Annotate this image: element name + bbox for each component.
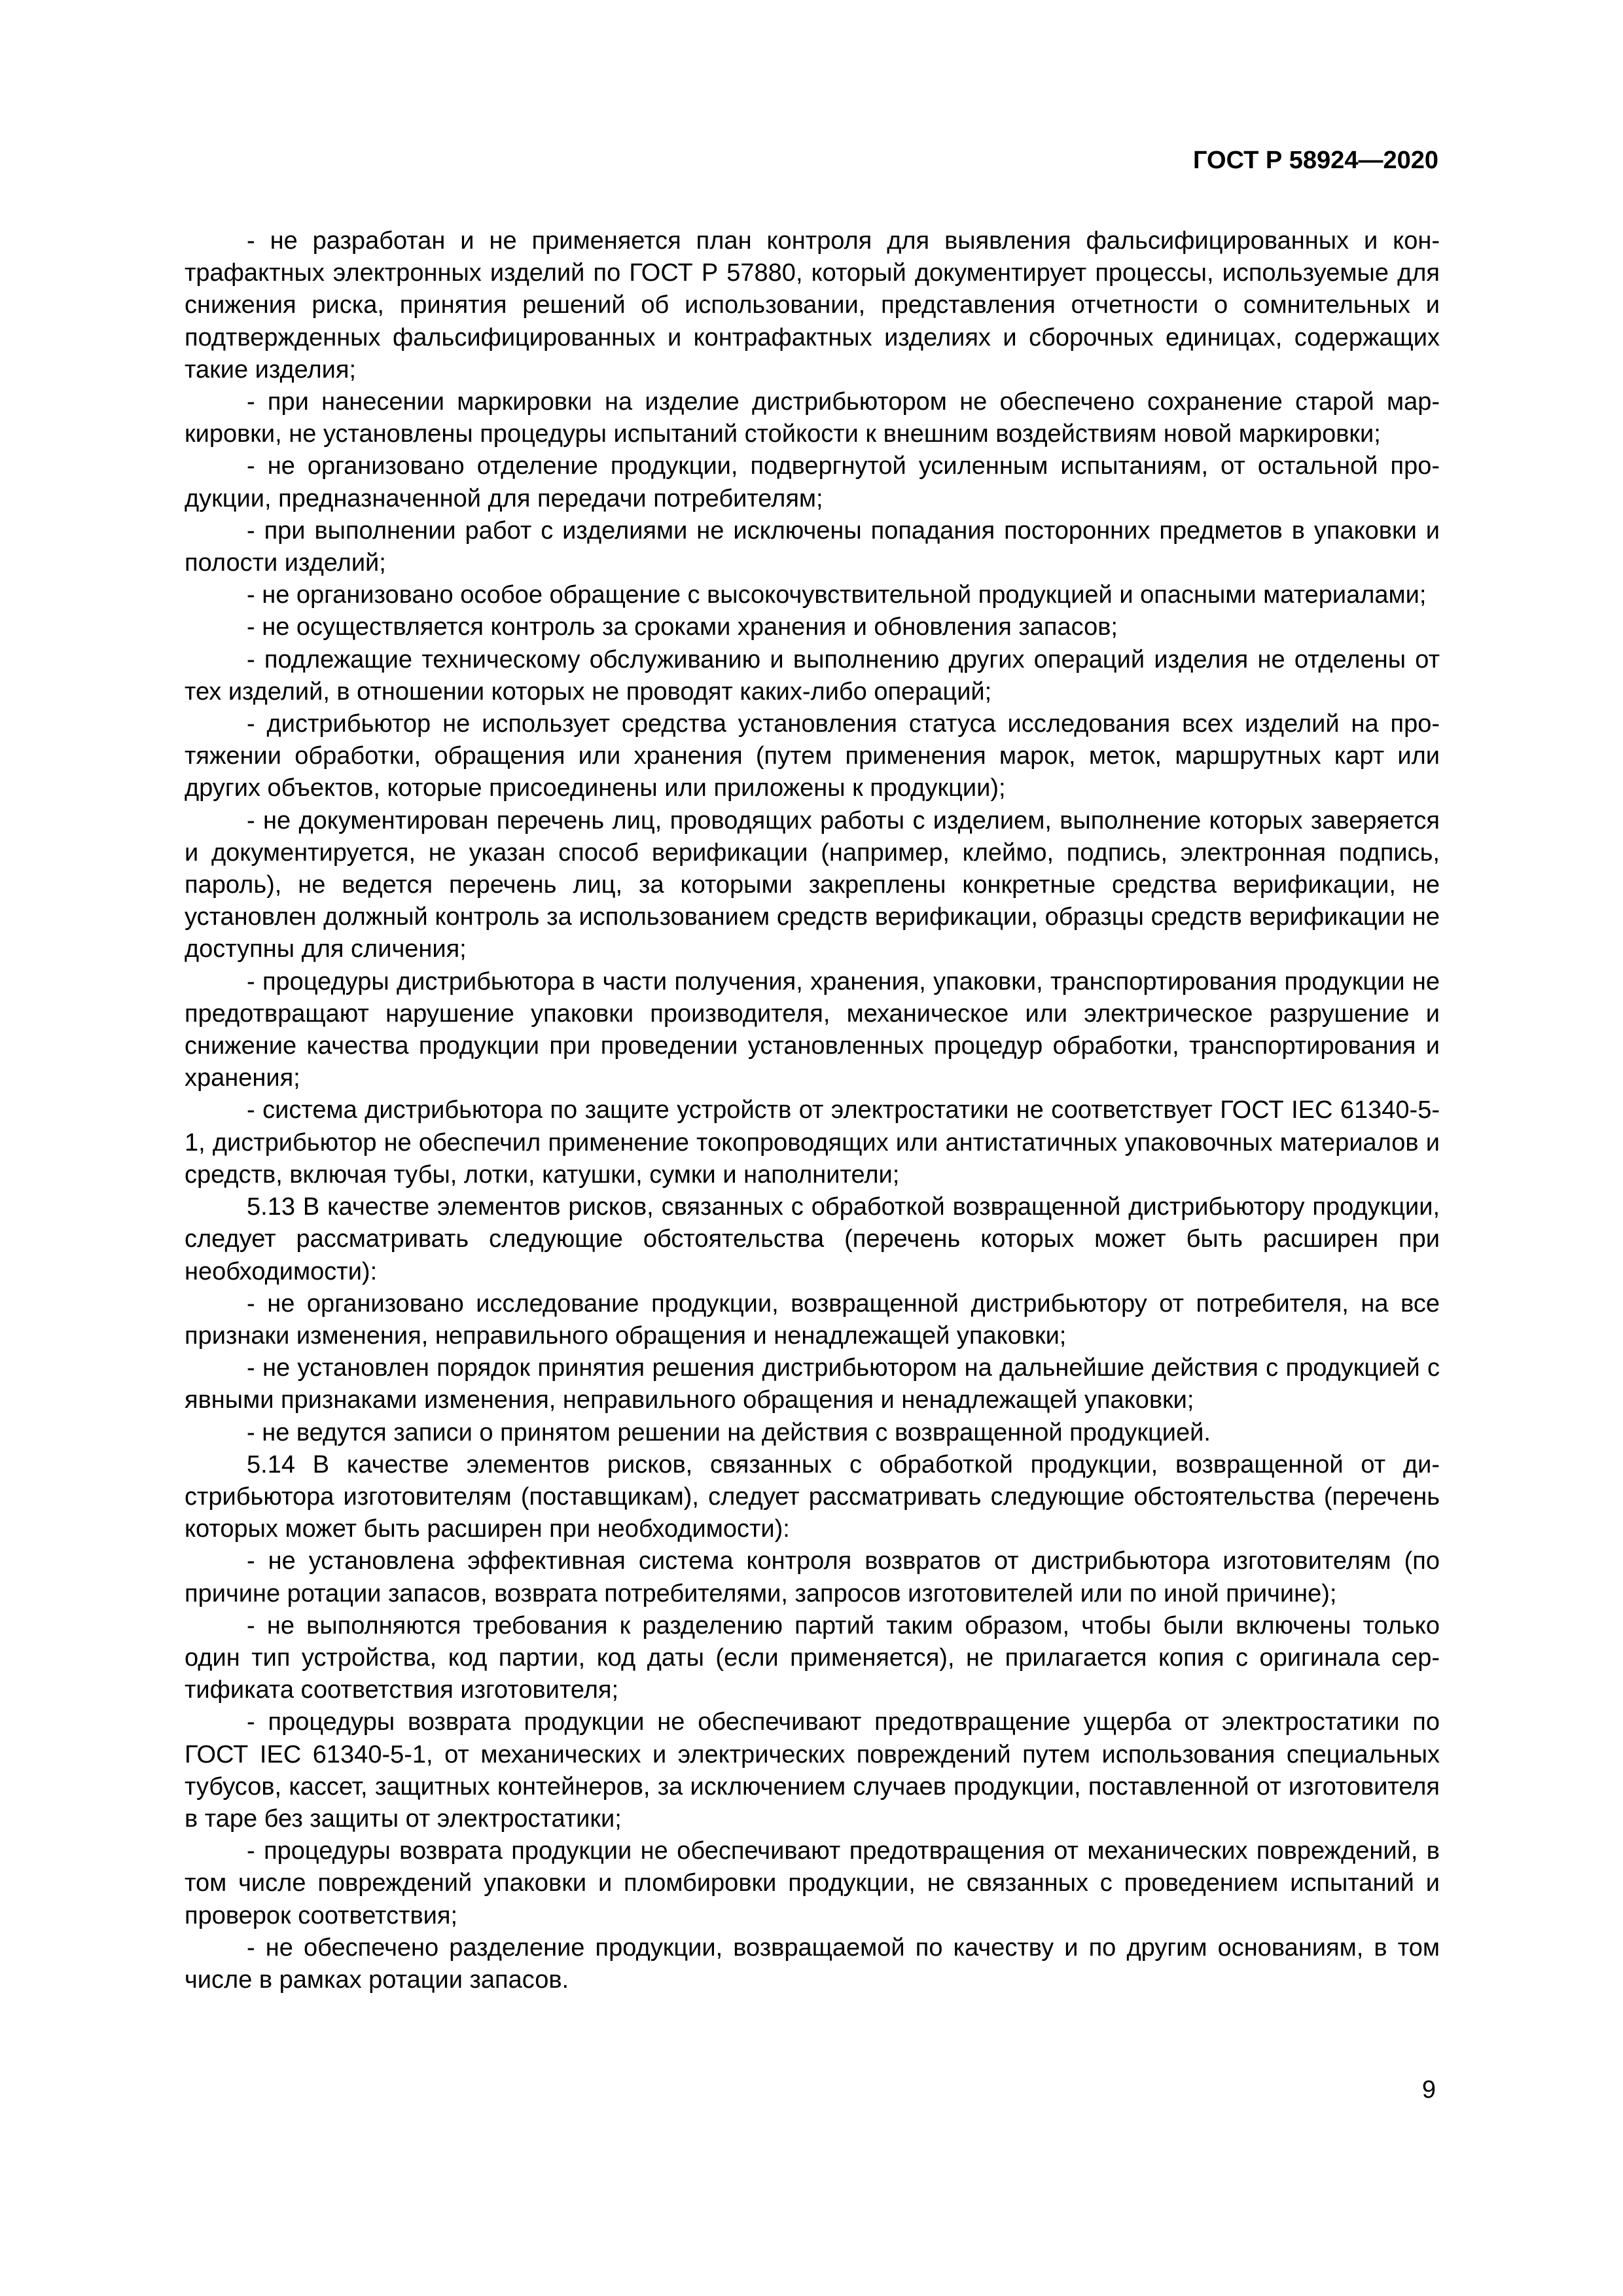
document-body [185, 225, 1440, 1996]
list-item: - подлежащие техническому обслуживанию и выполнению других операций изделия не отделены от тех изделий, в отношении которых не проводят каких-либо операций; [185, 645, 1440, 706]
list-item: - при нанесении маркировки на изделие дистрибьютором не обеспечено сохранение старой маркировки, не установлены процедуры испытаний стойкости к внешним воздействиям новой маркировки; [185, 388, 1440, 448]
section-5-14-paragraph: 5.14 В качестве элементов рисков, связанных с обработкой продукции, возвращенной от дистрибьютора изготовителям (поставщикам), следует рассматривать следующие обстоятельства (перечень которых может быть расширен при необходимости): [185, 1450, 1440, 1543]
document-standard-id: ГОСТ Р 58924—2020 [1193, 147, 1438, 174]
list-item: - дистрибьютор не использует средства установления статуса исследования всех изделий на протяжении обработки, обращения или хранения (путем применения марок, меток, маршрутных карт или других объектов, которые присоединены или приложены к продукции); [185, 710, 1440, 802]
list-item: - не ведутся записи о принятом решении на действия с возвращенной продукцией. [247, 1418, 1211, 1446]
list-item: - процедуры дистрибьютора в части получения, хранения, упаковки, транспортирования продукции не предотвращают нарушение упаковки производителя, механическое или электрическое разрушение и снижение качества продукции при проведении установленных процедур обработки, транспортирования и хранения; [185, 967, 1440, 1092]
list-item: - не выполняются требования к разделению партий таким образом, чтобы были включены только один тип устройства, код партии, код даты (если применяется), не прилагается копия с оригинала сертификата соответствия изготовителя; [185, 1611, 1440, 1704]
list-item: - не установлен порядок принятия решения дистрибьютором на дальнейшие действия с продукцией с явными признаками изменения, неправильного обращения и ненадлежащей упаковки; [185, 1354, 1440, 1414]
list-item: - не документирован перечень лиц, проводящих работы с изделием, выполнение которых заверяется и документируется, не указан способ верификации (например, клеймо, подпись, электронная подпись, пароль), не ведется перечень лиц, за которыми закреплены конкретные средства верификации, не установлен должный контроль за использованием средств верификации, образцы средств верификации не доступны для сличения; [185, 806, 1440, 963]
list-item: - не организовано исследование продукции, возвращенной дистрибьютору от потребителя, на все признаки изменения, неправильного обращения и ненадлежащей упаковки; [185, 1289, 1440, 1350]
section-5-13-paragraph: 5.13 В качестве элементов рисков, связанных с обработкой возвращенной дистрибьютору продукции, следует рассматривать следующие обстоятельства (перечень которых может быть расширен при необходимости): [185, 1193, 1440, 1285]
list-item: - не разработан и не применяется план контроля для выявления фальсифицированных и контрафактных электронных изделий по ГОСТ Р 57880, который документирует процессы, используемые для снижения риска, принятия решений об использовании, представления отчетности о сомнительных и подтвержденных фальсифицированных и контрафактных изделиях и сборочных единицах, содержащих такие изделия; [185, 227, 1440, 384]
list-item: - при выполнении работ с изделиями не исключены попадания посторонних предметов в упаковки и полости изделий; [185, 516, 1440, 577]
list-item: - процедуры возврата продукции не обеспечивают предотвращение ущерба от электростатики по ГОСТ IEC 61340-5-1, от механических и электрических повреждений путем использования специальных тубусов, кассет, защитных контейнеров, за исключением случаев продукции, поставленной от изготовителя в таре без защиты от электростатики; [185, 1708, 1440, 1833]
list-item: - не организовано отделение продукции, подвергнутой усиленным испытаниям, от остальной продукции, предназначенной для передачи потребителям; [185, 452, 1440, 512]
list-item: - не организовано особое обращение с высокочувствительной продукцией и опасными материалами; [247, 581, 1427, 609]
list-item: - процедуры возврата продукции не обеспечивают предотвращения от механических повреждений, в том числе повреждений упаковки и пломбировки продукции, не связанных с проведением испытаний и проверок соответствия; [185, 1837, 1440, 1929]
list-item: - не осуществляется контроль за сроками хранения и обновления запасов; [247, 613, 1118, 641]
page-number: 9 [1421, 2076, 1436, 2104]
list-item: - не установлена эффективная система контроля возвратов от дистрибьютора изготовителям (по причине ротации запасов, возврата потребителями, запросов изготовителей или по иной причине); [185, 1547, 1440, 1607]
list-item: - система дистрибьютора по защите устройств от электростатики не соответствует ГОСТ IEC 61340-5-1, дистрибьютор не обеспечил применение токопроводящих или антистатичных упаковочных материалов и средств, включая тубы, лотки, катушки, сумки и наполнители; [185, 1096, 1440, 1189]
list-item: - не обеспечено разделение продукции, возвращаемой по качеству и по другим основаниям, в том числе в рамках ротации запасов. [185, 1933, 1440, 1994]
